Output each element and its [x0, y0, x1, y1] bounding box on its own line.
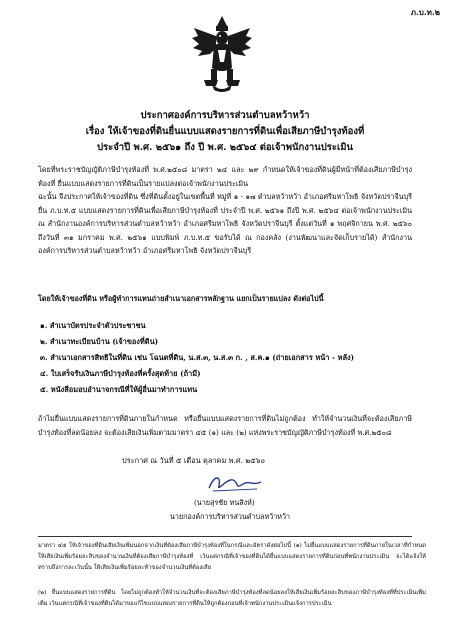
announcement-date: ประกาศ ณ วันที่ ๕ เดือน ตุลาคม พ.ศ. ๒๕๖๐	[122, 456, 265, 465]
list-item: ๔. ใบเสร็จรับเงินภาษีบำรุงท้องที่ครั้งสุดท้าย (ถ้ามี)	[40, 369, 201, 378]
paragraph-legal-basis: โดยที่พระราชบัญญัติภาษีบำรุงท้องที่ พ.ศ.๒๕๐๘ มาตรา ๒๔ และ ๒๙ กำหนดให้เจ้าของที่ดินผู้มีหน้าที่ต้องเสียภาษีบำรุงท้องที่ ยื่นแบบแสดงรายการที่ดินเป็นรายแปลงต่อเจ้าพนักงานประเมิน	[38, 165, 412, 188]
required-documents-list	[40, 318, 400, 398]
divider	[38, 536, 412, 537]
handwritten-signature	[205, 472, 265, 494]
announcement-title: ประกาศองค์การบริหารส่วนตำบลหว้าหว้า	[140, 110, 310, 121]
list-item: ๑. สำเนาบัตรประจำตัวประชาชน	[40, 321, 146, 330]
paragraph-penalty: ถ้าไม่ยื่นแบบแสดงรายการที่ดินภายในกำหนด หรือยื่นแบบแสดงรายการที่ดินไม่ถูกต้อง ทำให้จำนวนเงินที่จะต้องเสียภาษีบำรุงท้องที่ลดน้อยลง จะต้องเสียเงินเพิ่มตามมาตรา ๔๕ (๑) และ (๒) แห่งพระราชบัญญัติภาษีบำรุงท้องที่ พ.ศ.๒๕๐๘	[38, 414, 412, 437]
paragraph-documents-intro: โดยให้เจ้าของที่ดิน หรือผู้ทำการแทนถ่ายสำเนาเอกสารหลักฐาน แยกเป็นรายแปลง ดังต่อไปนี้	[38, 294, 324, 303]
garuda-emblem-icon	[190, 14, 254, 94]
paragraph-instructions: ฉะนั้น จึงประกาศให้เจ้าของที่ดิน ซึ่งที่ดินตั้งอยู่ในเขตพื้นที่ หมู่ที่ ๑ - ๑๗ ตำบลหว้าหว้า อำเภอศรีมหาโพธิ จังหวัดปราจีนบุรี ยื่น ภ.บ.ท.๕ แบบแสดงรายการที่ดินเพื่อเสียภาษีบำรุงท้องที่ ประจำปี พ.ศ. ๒๕๖๑ ถึงปี พ.ศ. ๒๕๖๔ ต่อเจ้าพนักงานประเมิน ณ สำนักงานองค์การบริหารส่วนตำบลหว้าหว้า อำเภอศรีมหาโพธิ จังหวัดปราจีนบุรี ตั้งแต่วันที่ ๑ พฤศจิกายน พ.ศ. ๒๕๖๐ ถึงวันที่ ๓๑ มกราคม พ.ศ. ๒๕๖๑ แบบพิมพ์ ภ.บ.ท.๕ ขอรับได้ ณ กองคลัง (งานพัฒนาและจัดเก็บรายได้) สำนักงานองค์การบริหารส่วนตำบลหว้าหว้า อำเภอศรีมหาโพธิ จังหวัดปราจีนบุรี	[38, 192, 412, 255]
signer-name: (นายสุรชัย ทนสิงห์)	[194, 498, 255, 507]
signer-title: นายกองค์การบริหารส่วนตำบลหว้าหว้า	[170, 512, 291, 521]
form-code: ภ.บ.ท.๒	[410, 7, 440, 17]
footnote-section-45-2: (๒) ยื่นแบบแสดงรายการที่ดิน โดยไม่ถูกต้องทำให้จำนวนเงินที่จะต้องเสียภาษีบำรุงท้องที่ลดน้อยลงให้เสียเงินเพิ่มร้อยละสิบของภาษีบำรุงท้องที่ที่ประเมินเพิ่มเติม เว้นแต่กรณีที่เจ้าของที่ดินได้มาขอแก้ไขแบบแสดงรายการที่ดินให้ถูกต้องก่อนที่เจ้าพนักงานประเมินแจ้งการประเมิน	[38, 590, 426, 607]
footnote-section-45: มาตรา ๔๕ ให้เจ้าของที่ดินเสียเงินเพิ่มนอกจากเงินที่ต้องเสียภาษีบำรุงท้องที่ในกรณีและอัตราดังต่อไปนี้ (๑) ไม่ยื่นแบบแสดงรายการที่ดินภายในเวลาที่กำหนด ให้เสียเงินเพิ่มร้อยละสิบของจำนวนเงินที่ต้องเสียภาษีบำรุงท้องที่ เว้นแต่กรณีที่เจ้าของที่ดินได้ยื่นแบบแสดงรายการที่ดินก่อนที่พนักงานประเมิน จะได้แจ้งให้ทราบถึงการละเว้นนั้น ให้เสียเงินเพิ่มร้อยละห้าของจำนวนเงินที่ต้องเสีย	[38, 543, 426, 571]
announcement-period: ประจำปี พ.ศ. ๒๕๖๑ ถึง ปี พ.ศ. ๒๕๖๔ ต่อเจ้าพนักงานประเมิน	[97, 142, 353, 153]
list-item: ๓. สำเนาเอกสารสิทธิในที่ดิน เช่น โฉนดที่ดิน, น.ส.๓, น.ส.๓ ก. , ส.ค.๑ (ถ่ายเอกสาร หน้า - หลัง)	[40, 353, 355, 362]
list-item: ๕. หนังสือมอบอำนาจกรณีที่ให้ผู้อื่นมาทำการแทน	[40, 385, 198, 394]
announcement-subject: เรื่อง ให้เจ้าของที่ดินยื่นแบบแสดงรายการที่ดินเพื่อเสียภาษีบำรุงท้องที่	[85, 126, 365, 137]
list-item: ๒. สำเนาทะเบียนบ้าน (เจ้าของที่ดิน)	[40, 337, 159, 346]
